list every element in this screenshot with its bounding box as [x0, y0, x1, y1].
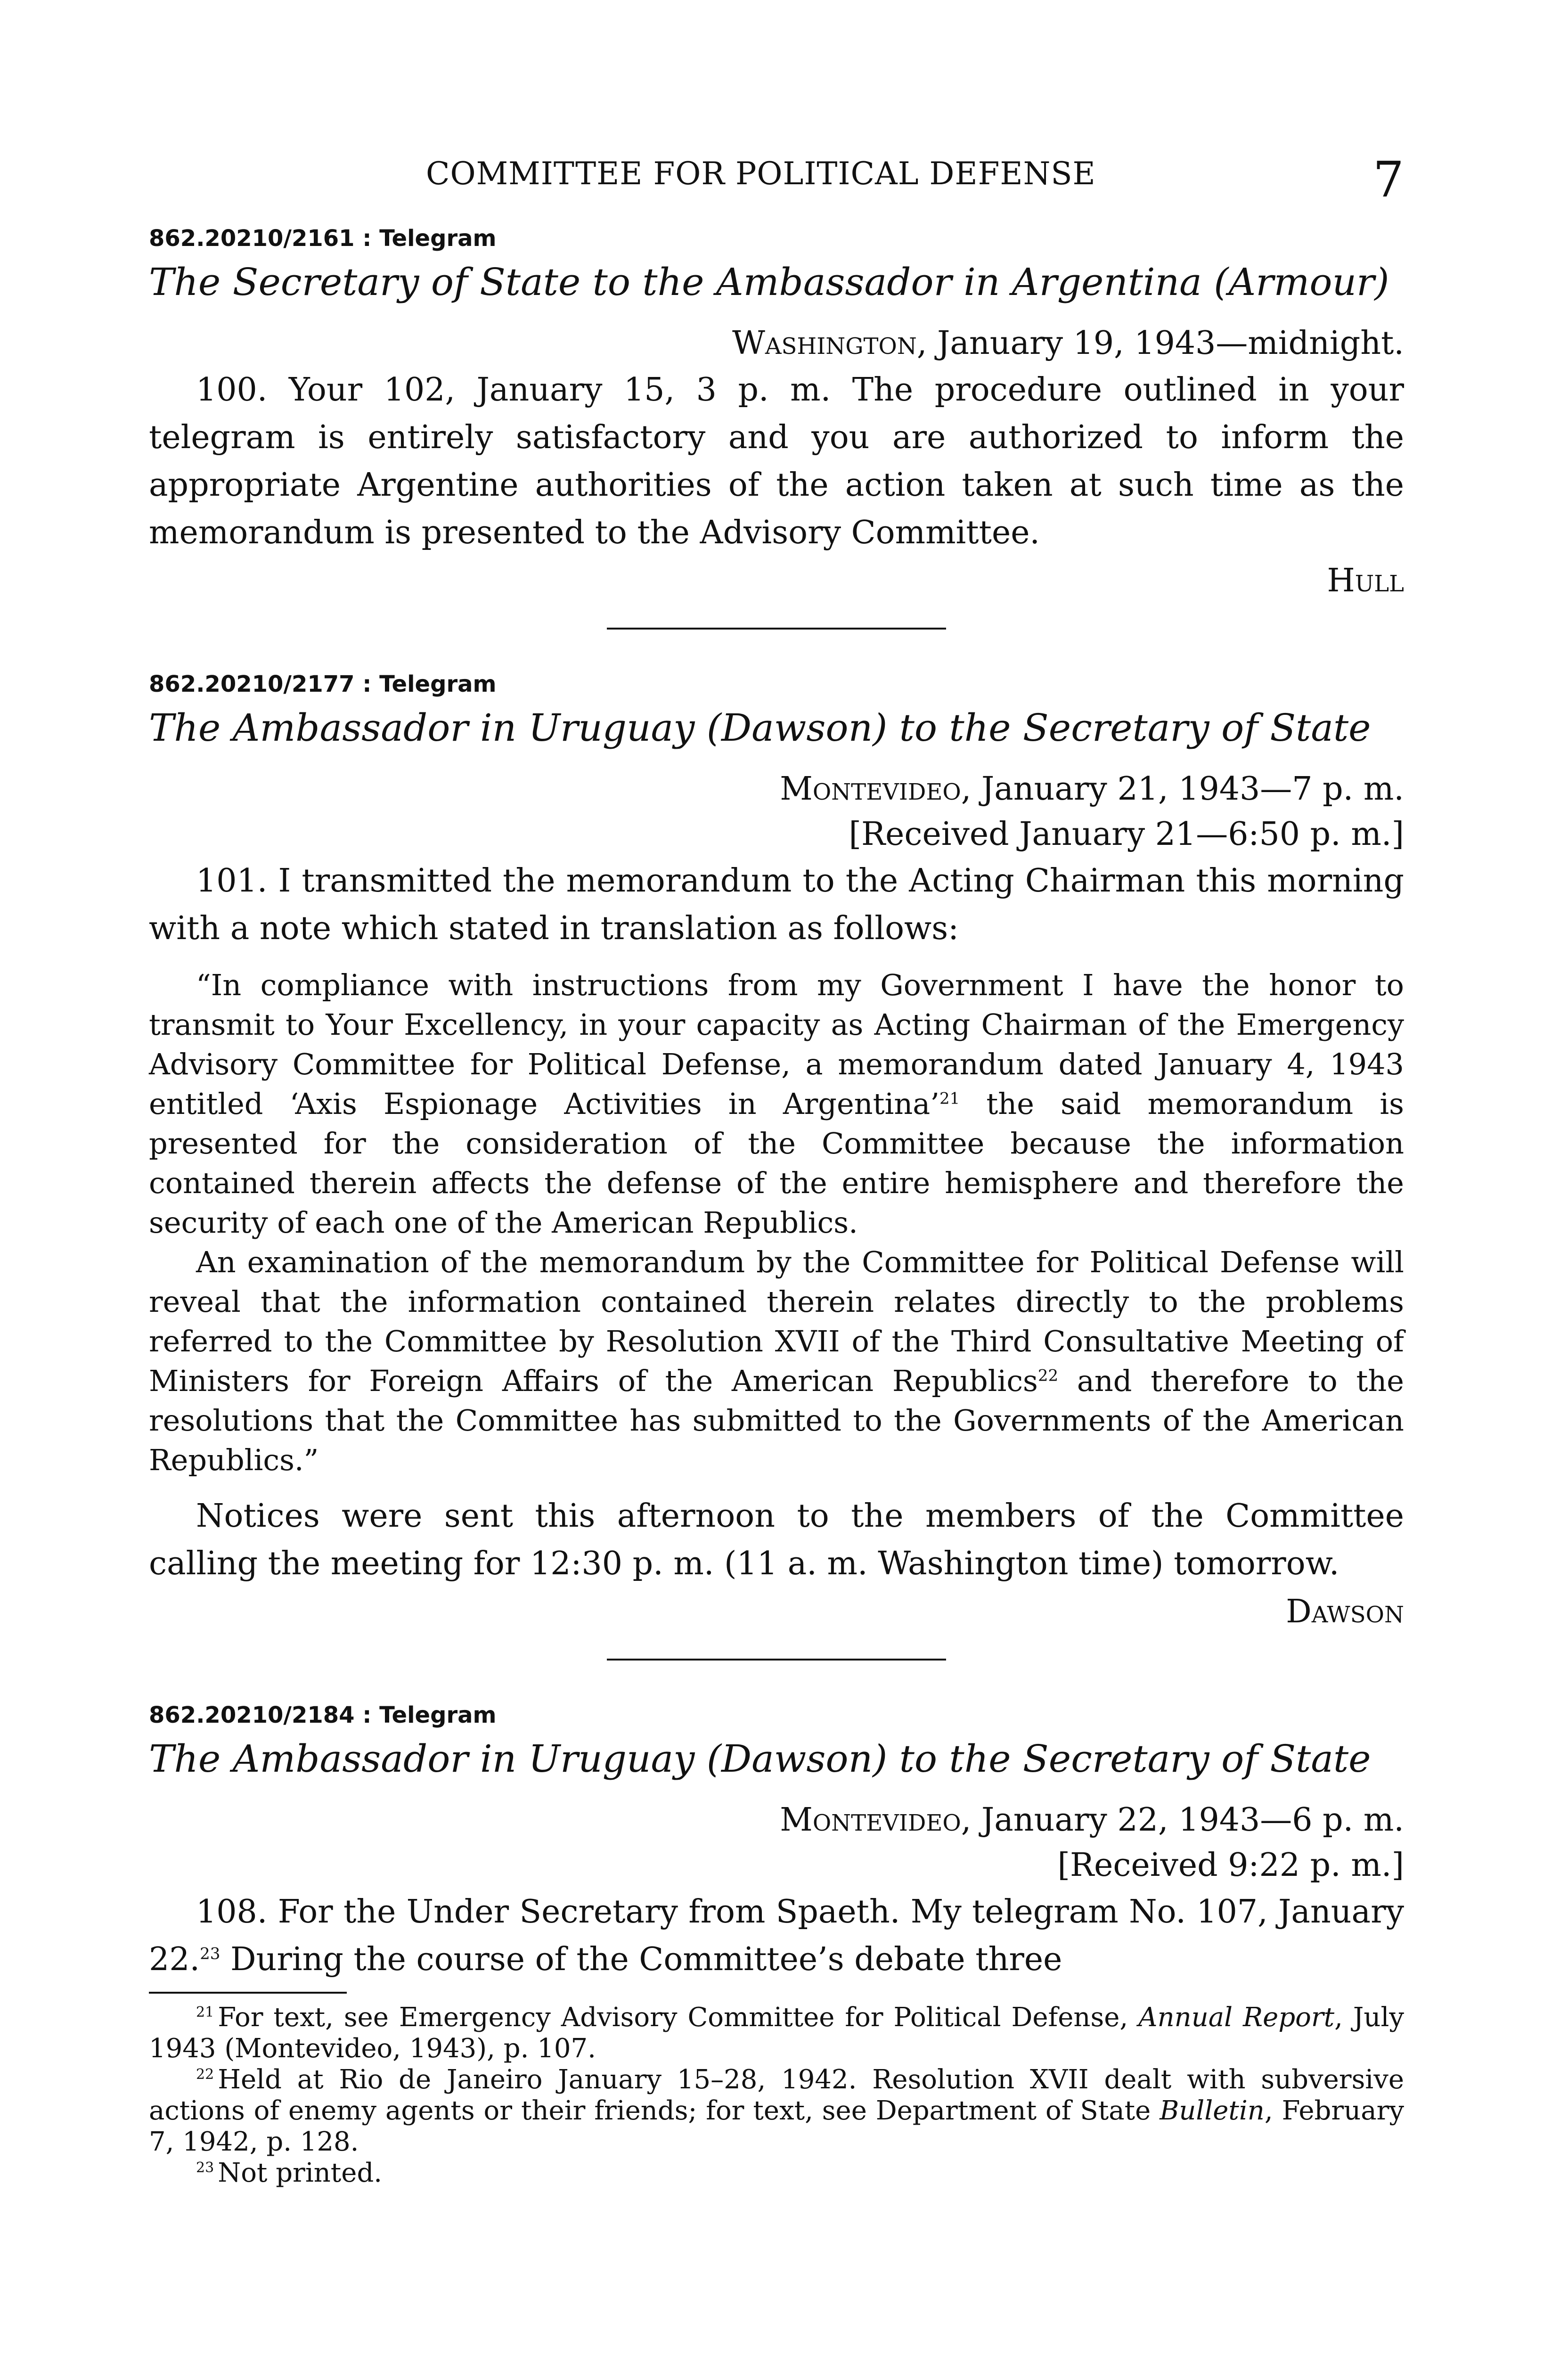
entry-3-dateline-place: Montevideo	[780, 1801, 961, 1839]
entry-2-quote-part-1: “In compliance with instructions from my Government I have the honor to transmit to Your Excellency, in your capacity as Acting Chairman of the Emergency Advisory Committee for Political Defense, a memorandum dated January 4, 1943 entitled ‘Axis Espionage Activities in Argentina’	[149, 968, 1404, 1121]
entry-1-dateline-place: Washington	[732, 325, 917, 362]
footnote-22-number: 22	[196, 2066, 214, 2083]
document-page	[149, 151, 1404, 2189]
entry-2	[149, 671, 1404, 1630]
entry-2-closing: Notices were sent this afternoon to the members of the Committee calling the meeting for 12:30 p. m. (11 a. m. Washington time) tomorrow.	[149, 1497, 1404, 1582]
entry-3-received: [Received 9:22 p. m.]	[1057, 1847, 1404, 1884]
footnote-ref-22[interactable]: 22	[1037, 1366, 1059, 1385]
footnote-21-text-after: , July 1943 (Montevideo, 1943), p. 107.	[149, 2002, 1404, 2064]
entry-3-opening-part-2: During the course of the Committee’s debate three	[220, 1941, 1062, 1978]
entry-3-dateline	[149, 1798, 1404, 1843]
footnote-rule	[149, 1992, 347, 1994]
entry-2-title: The Ambassador in Uruguay (Dawson) to the Secretary of State	[149, 706, 1371, 750]
entry-3-opening	[149, 1888, 1404, 1983]
entry-2-signature: Dawson	[1286, 1593, 1404, 1630]
running-head	[149, 151, 1404, 208]
running-title: COMMITTEE FOR POLITICAL DEFENSE	[426, 155, 1096, 192]
entry-3-id: 862.20210/2184 : Telegram	[149, 1702, 497, 1728]
footnote-23-number: 23	[196, 2160, 214, 2176]
entry-1-title: The Secretary of State to the Ambassador in Argentina (Armour)	[149, 260, 1389, 304]
page-number: 7	[1372, 151, 1404, 208]
footnote-22-text-after: , February 7, 1942, p. 128.	[149, 2095, 1404, 2157]
entry-3-dateline-rest: , January 22, 1943—6 p. m.	[961, 1801, 1404, 1839]
entry-2-quote2-part-2: and therefore to the resolutions that the Committee has submitted to the Governments of the American Republics.”	[149, 1364, 1404, 1477]
entry-2-quote-paragraph-2	[149, 1243, 1404, 1480]
footnote-23	[149, 2158, 1404, 2189]
entry-2-dateline-rest: , January 21, 1943—7 p. m.	[961, 770, 1404, 808]
footnote-ref-21[interactable]: 21	[939, 1089, 960, 1108]
entry-1-paragraph: 100. Your 102, January 15, 3 p. m. The procedure outlined in your telegram is entirely satisfactory and you are authorized to inform the appropriate Argentine authorities of the action taken at such time as the memorandum is presented to the Advisory Committee.	[149, 371, 1404, 551]
footnote-22-text-before: Held at Rio de Janeiro January 15–28, 1942. Resolution XVII dealt with subversive actions of enemy agents or their friends; for text, see Department of State	[149, 2064, 1404, 2126]
footnotes	[149, 2002, 1404, 2189]
entry-2-dateline	[149, 767, 1404, 812]
entry-2-quote-paragraph-1	[149, 965, 1404, 1243]
section-divider-2	[607, 1659, 946, 1661]
entry-2-quote-part-2: the said memorandum is presented for the consideration of the Committee because the information contained therein affects the defense of the entire hemisphere and therefore the security of each one of the American Republics.	[149, 1087, 1404, 1240]
entry-2-dateline-place: Montevideo	[780, 770, 961, 808]
entry-1	[149, 225, 1404, 599]
entry-3-title: The Ambassador in Uruguay (Dawson) to the Secretary of State	[149, 1737, 1371, 1781]
entry-2-quote2-part-1: An examination of the memorandum by the Committee for Political Defense will reveal that the information contained therein relates directly to the problems referred to the Committee by Resolution XVII of the Third Consultative Meeting of Ministers for Foreign Affairs of the American Republics	[149, 1245, 1404, 1398]
entry-1-dateline	[149, 321, 1404, 366]
footnote-ref-23[interactable]: 23	[200, 1944, 220, 1963]
entry-2-received: [Received January 21—6:50 p. m.]	[849, 816, 1404, 853]
footnote-22-italic: Bulletin	[1160, 2095, 1265, 2126]
entry-3	[149, 1702, 1404, 1983]
entry-1-signature: Hull	[1327, 562, 1404, 599]
footnote-21	[149, 2002, 1404, 2064]
entry-2-quote	[149, 965, 1404, 1480]
entry-2-opening: 101. I transmitted the memorandum to the Acting Chairman this morning with a note which stated in translation as follows:	[149, 862, 1404, 947]
section-divider-1	[607, 628, 946, 630]
entry-1-id: 862.20210/2161 : Telegram	[149, 225, 497, 252]
footnote-21-text-before: For text, see Emergency Advisory Committee for Political Defense,	[218, 2002, 1139, 2033]
footnote-21-italic: Annual Report	[1138, 2002, 1335, 2033]
entry-3-opening-part-1: 108. For the Under Secretary from Spaeth. My telegram No. 107, January 22.	[149, 1893, 1404, 1978]
footnote-23-text-before: Not printed.	[218, 2158, 383, 2188]
footnote-21-number: 21	[196, 2004, 214, 2021]
footnote-22	[149, 2064, 1404, 2158]
entry-1-dateline-rest: , January 19, 1943—midnight.	[916, 325, 1404, 362]
entry-2-id: 862.20210/2177 : Telegram	[149, 671, 497, 697]
